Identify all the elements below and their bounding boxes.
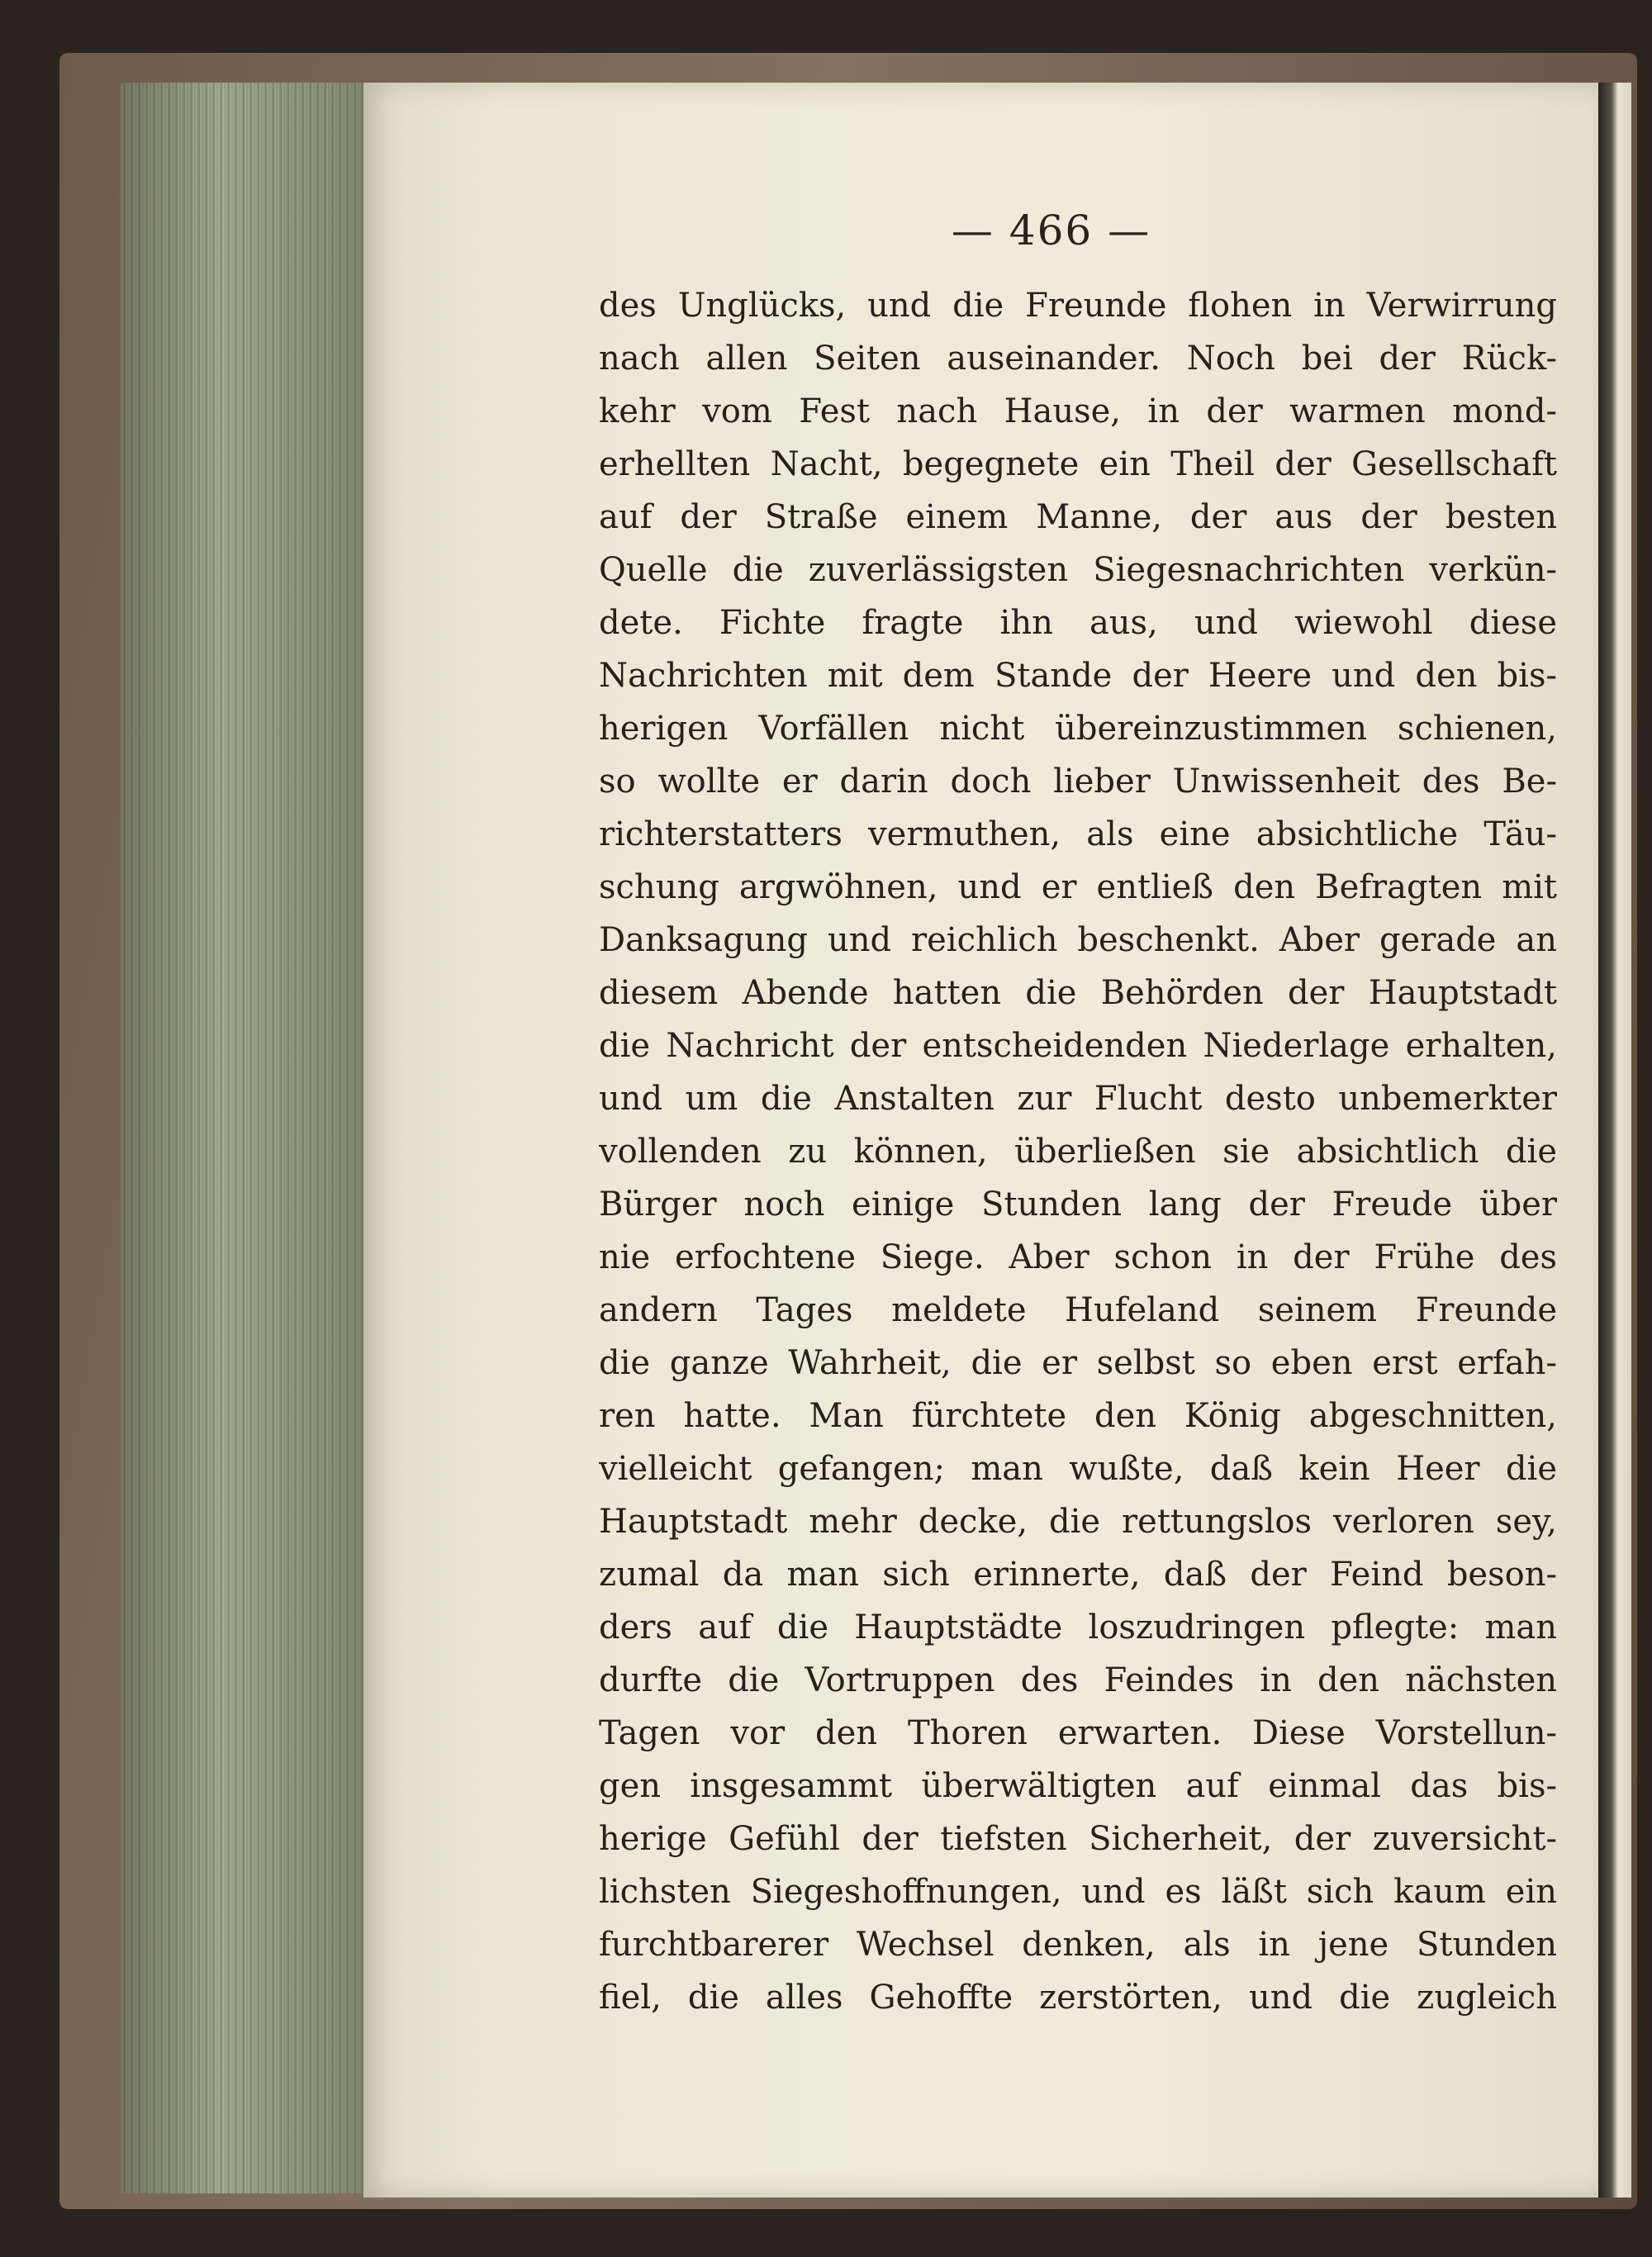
facing-page-edge bbox=[1598, 83, 1631, 2198]
text-line: diesem Abende hatten die Behörden der Hauptstadt bbox=[599, 974, 1557, 1012]
text-line: dete. Fichte fragte ihn aus, und wiewohl diese bbox=[599, 604, 1557, 642]
text-line: des Unglücks, und die Freunde flohen in Verwirrung bbox=[599, 287, 1557, 325]
body-text bbox=[599, 279, 1557, 2024]
text-line: kehr vom Fest nach Hause, in der warmen mond- bbox=[599, 392, 1557, 430]
text-line: Nachrichten mit dem Stande der Heere und den bis- bbox=[599, 657, 1557, 695]
text-line: nach allen Seiten auseinander. Noch bei der Rück- bbox=[599, 340, 1557, 378]
text-line: nie erfochtene Siege. Aber schon in der Frühe des bbox=[599, 1238, 1557, 1276]
text-line: lichsten Siegeshoffnungen, und es läßt sich kaum ein bbox=[599, 1873, 1557, 1911]
text-line: Hauptstadt mehr decke, die rettungslos verloren sey, bbox=[599, 1503, 1557, 1541]
page-edges-shading bbox=[120, 83, 368, 2193]
text-line: die Nachricht der entscheidenden Niederlage erhalten, bbox=[599, 1027, 1557, 1065]
text-line: so wollte er darin doch lieber Unwissenheit des Be- bbox=[599, 763, 1557, 801]
text-line: vollenden zu können, überließen sie absichtlich die bbox=[599, 1133, 1557, 1171]
text-line: richterstatters vermuthen, als eine absichtliche Täu- bbox=[599, 815, 1557, 853]
page-number: — 466 — bbox=[951, 207, 1151, 254]
text-line: herige Gefühl der tiefsten Sicherheit, der zuversicht- bbox=[599, 1820, 1557, 1858]
text-line: durfte die Vortruppen des Feindes in den nächsten bbox=[599, 1661, 1557, 1699]
text-line: fiel, die alles Gehoffte zerstörten, und die zugleich bbox=[599, 1979, 1557, 2017]
book-page bbox=[363, 83, 1598, 2198]
text-line: Bürger noch einige Stunden lang der Freude über bbox=[599, 1186, 1557, 1224]
text-line: die ganze Wahrheit, die er selbst so eben erst erfah- bbox=[599, 1344, 1557, 1382]
text-line: Tagen vor den Thoren erwarten. Diese Vorstellun- bbox=[599, 1714, 1557, 1752]
text-line: erhellten Nacht, begegnete ein Theil der Gesellschaft bbox=[599, 445, 1557, 483]
text-line: und um die Anstalten zur Flucht desto unbemerkter bbox=[599, 1080, 1557, 1118]
text-line: gen insgesammt überwältigten auf einmal das bis- bbox=[599, 1767, 1557, 1805]
text-line: furchtbarerer Wechsel denken, als in jene Stunden bbox=[599, 1926, 1557, 1964]
text-line: schung argwöhnen, und er entließ den Befragten mit bbox=[599, 868, 1557, 906]
text-line: vielleicht gefangen; man wußte, daß kein Heer die bbox=[599, 1450, 1557, 1488]
text-line: herigen Vorfällen nicht übereinzustimmen schienen, bbox=[599, 710, 1557, 748]
text-line: auf der Straße einem Manne, der aus der besten bbox=[599, 498, 1557, 536]
text-line: ders auf die Hauptstädte loszudringen pflegte: man bbox=[599, 1608, 1557, 1646]
text-line: Quelle die zuverlässigsten Siegesnachrichten verkün- bbox=[599, 551, 1557, 589]
text-line: ren hatte. Man fürchtete den König abgeschnitten, bbox=[599, 1397, 1557, 1435]
text-line: andern Tages meldete Hufeland seinem Freunde bbox=[599, 1291, 1557, 1329]
text-line: zumal da man sich erinnerte, daß der Feind beson- bbox=[599, 1556, 1557, 1594]
text-line: Danksagung und reichlich beschenkt. Aber gerade an bbox=[599, 921, 1557, 959]
